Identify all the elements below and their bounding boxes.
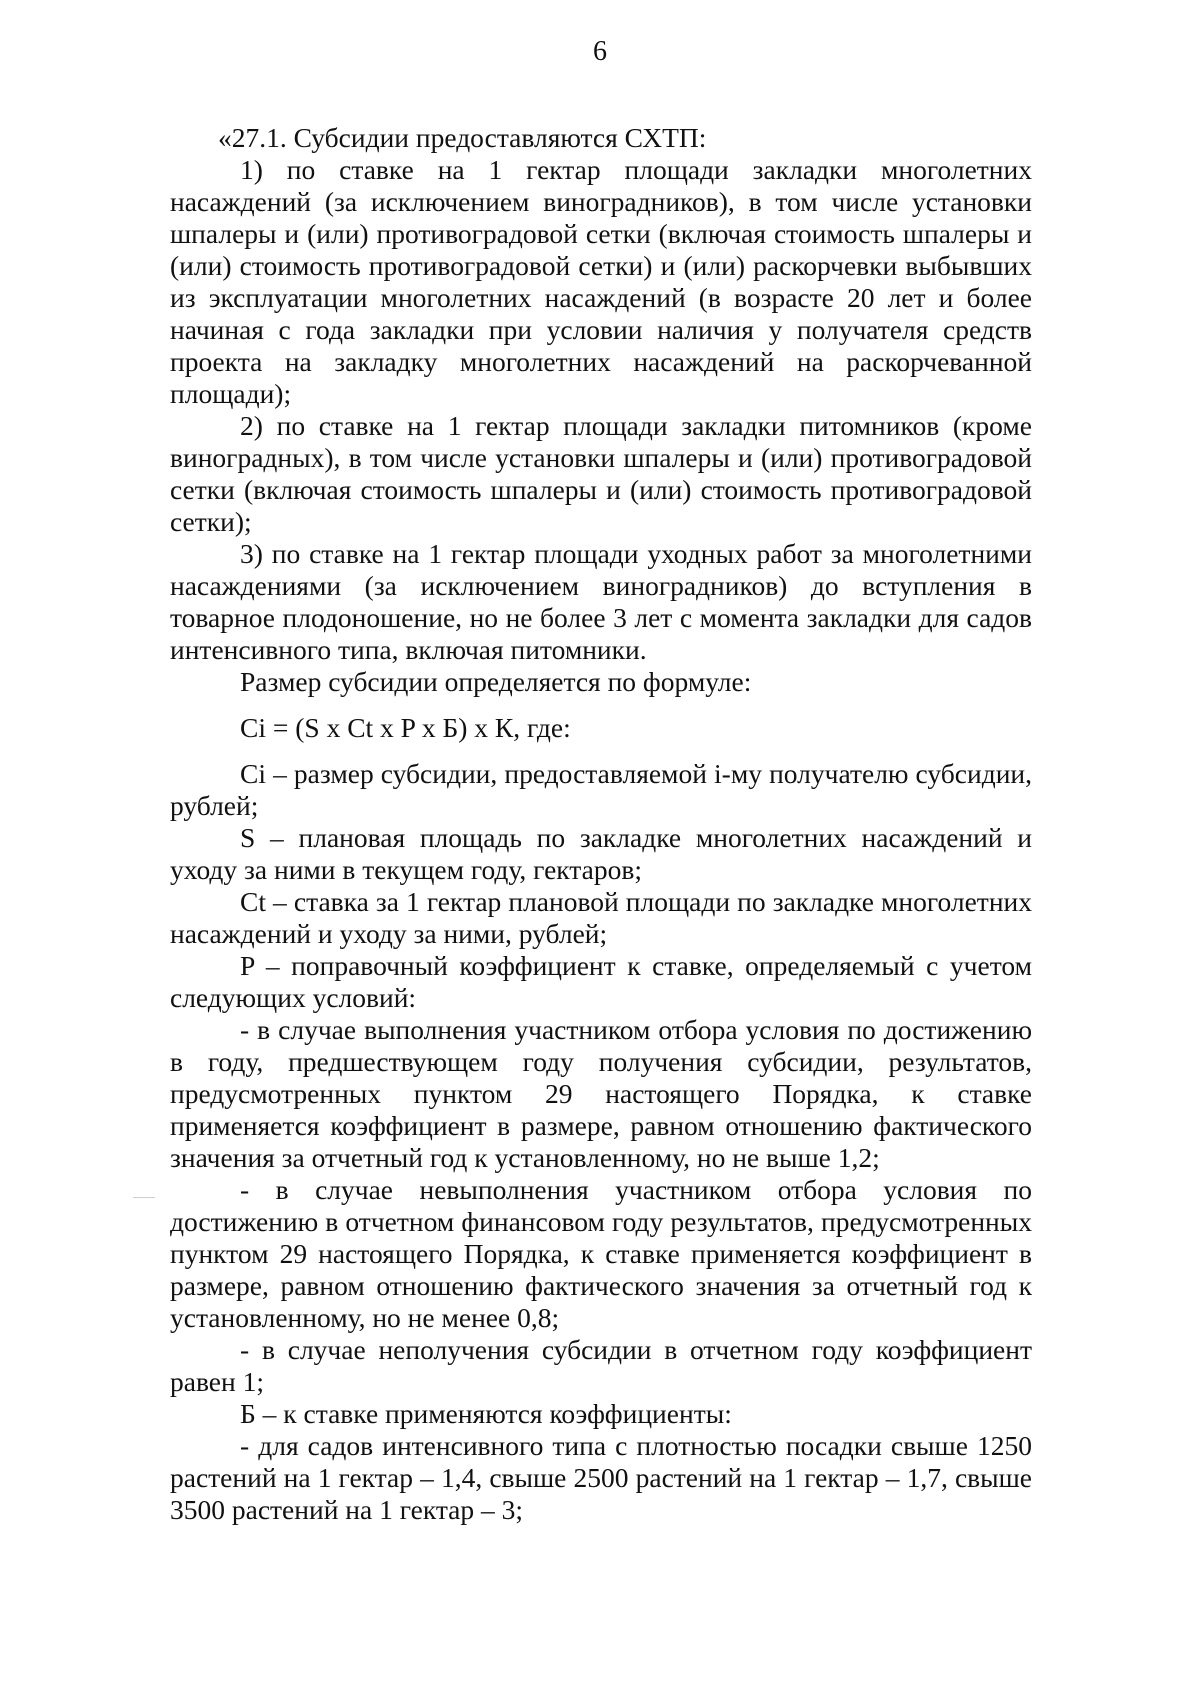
condition-fulfilled: - в случае выполнения участником отбора условия по достижению в году, предшествующем году получения субсидии, результатов, предусмотренных пунктом 29 настоящего Порядка, к ставке применяется коэффициент в размере, равном отношению фактического значения за отчетный год к установленному, но не выше 1,2;	[170, 1014, 1032, 1173]
paragraph-item-2: 2) по ставке на 1 гектар площади закладки питомников (кроме виноградных), в том числе установки шпалеры и (или) противоградовой сетки (включая стоимость шпалеры и (или) стоимость противоградовой сетки);	[170, 410, 1032, 537]
formula: Ci = (S x Ct x P x Б) x К, где:	[240, 712, 571, 743]
section-heading: «27.1. Субсидии предоставляются СХТП:	[218, 122, 707, 153]
definition-b: Б – к ставке применяются коэффициенты:	[240, 1398, 732, 1429]
coefficient-intensive-gardens: - для садов интенсивного типа с плотностью посадки свыше 1250 растений на 1 гектар – 1,4, свыше 2500 растений на 1 гектар – 1,7, свыше 3500 растений на 1 гектар – 3;	[170, 1430, 1032, 1525]
paragraph-item-1: 1) по ставке на 1 гектар площади закладки многолетних насаждений (за исключением виноградников), в том числе установки шпалеры и (или) противоградовой сетки (включая стоимость шпалеры и (или) стоимость противоградовой сетки) и (или) раскорчевки выбывших из эксплуатации многолетних насаждений (в возрасте 20 лет и более начиная с года закладки при условии наличия у получателя средств проекта на закладку многолетних насаждений на раскорчеванной площади);	[170, 154, 1032, 409]
scan-mark	[133, 1197, 155, 1198]
condition-no-subsidy: - в случае неполучения субсидии в отчетном году коэффициент равен 1;	[170, 1334, 1032, 1397]
definition-ci: Ci – размер субсидии, предоставляемой i-му получателю субсидии, рублей;	[170, 758, 1032, 821]
page-number: 6	[593, 36, 607, 67]
paragraph-item-3: 3) по ставке на 1 гектар площади уходных работ за многолетними насаждениями (за исключением виноградников) до вступления в товарное плодоношение, но не более 3 лет с момента закладки для садов интенсивного типа, включая питомники.	[170, 538, 1032, 665]
definition-p: P – поправочный коэффициент к ставке, определяемый с учетом следующих условий:	[170, 950, 1032, 1013]
document-body	[170, 122, 1032, 1526]
definition-ct: Ct – ставка за 1 гектар плановой площади по закладке многолетних насаждений и уходу за ними, рублей;	[170, 886, 1032, 949]
formula-intro: Размер субсидии определяется по формуле:	[240, 666, 752, 697]
condition-not-fulfilled: - в случае невыполнения участником отбора условия по достижению в отчетном финансовом году результатов, предусмотренных пунктом 29 настоящего Порядка, к ставке применяется коэффициент в размере, равном отношению фактического значения за отчетный год к установленному, но не менее 0,8;	[170, 1174, 1032, 1333]
definition-s: S – плановая площадь по закладке многолетних насаждений и уходу за ними в текущем году, гектаров;	[170, 822, 1032, 885]
